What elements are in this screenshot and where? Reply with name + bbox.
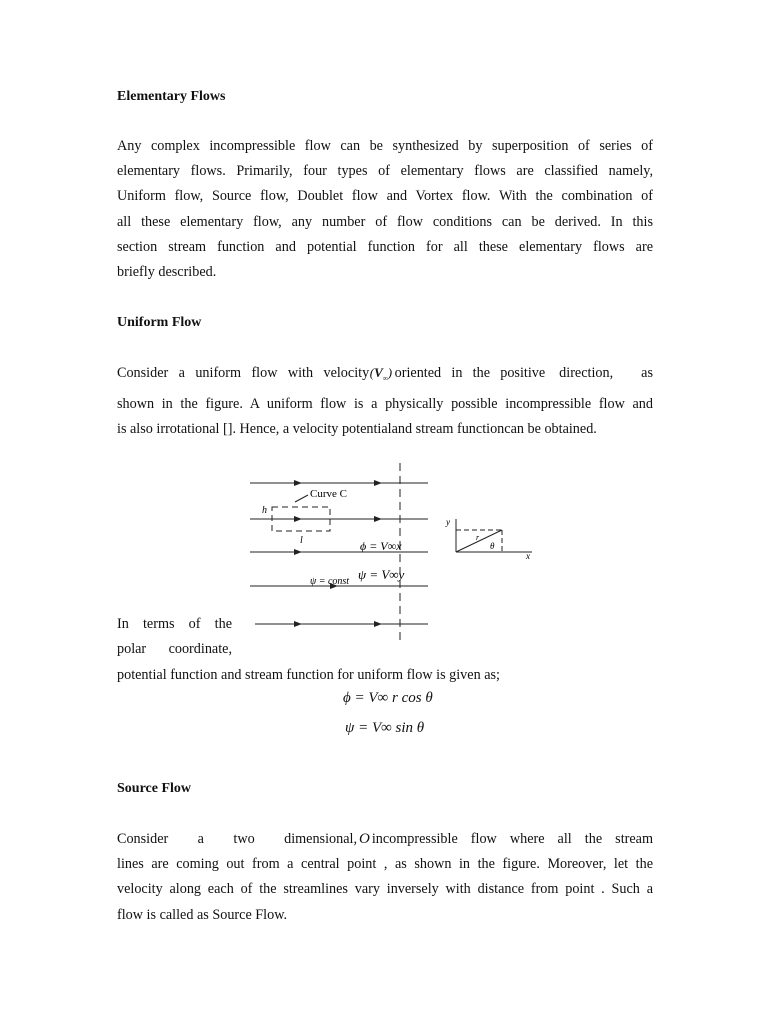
text-line: briefly described. (117, 264, 217, 281)
text-line: is also irrotational []. Hence, a velocity potentialand stream functioncan be obtained. (117, 421, 597, 437)
arrowhead (374, 480, 382, 486)
paragraph-source-flow (117, 827, 653, 928)
l-label: l (300, 535, 303, 546)
phi-label: ϕ = V∞x (360, 539, 402, 553)
text-line: velocity along each of the streamlines vary inversely with distance from point . Such a (117, 881, 653, 898)
word: Consider (117, 831, 169, 847)
text-line: Uniform flow, Source flow, Doublet flow and Vortex flow. With the combination of (117, 188, 653, 205)
section-title-uniform-flow: Uniform Flow (117, 315, 202, 330)
paragraph-polar-intro (117, 612, 232, 662)
curve-c-pointer (295, 495, 308, 502)
h-label: h (262, 505, 267, 516)
paragraph-elementary-flows (117, 134, 653, 285)
text-line: Any complex incompressible flow can be synthesized by superposition of series of (117, 138, 653, 154)
section-title-source-flow: Source Flow (117, 781, 192, 796)
text-fragment: direction, as (559, 365, 653, 381)
equation-potential (343, 690, 433, 707)
equation-text: ϕ = V∞ r cos θ (343, 690, 433, 706)
word: dimensional, (284, 831, 357, 847)
text-line: polar coordinate, (117, 641, 232, 658)
x-axis-label: x (526, 551, 530, 561)
arrowhead (294, 621, 302, 627)
psi-const-label: ψ = const (310, 576, 350, 587)
origin-symbol: O (359, 831, 370, 847)
text-line: shown in the figure. A uniform flow is a physically possible incompressible flow and (117, 395, 653, 412)
text-line: potential function and stream function for uniform flow is given as; (117, 667, 500, 683)
text-line: elementary flows. Primarily, four types of elementary flows are classified namely, (117, 163, 653, 180)
text-line: lines are coming out from a central point , as shown in the figure. Moreover, let the (117, 856, 653, 873)
arrowhead (294, 480, 302, 486)
theta-label: θ (490, 541, 495, 551)
paragraph-uniform-flow (117, 360, 653, 442)
text-fragment (117, 827, 357, 852)
text-line: flow is called as Source Flow. (117, 906, 288, 923)
r-label: r (476, 533, 480, 542)
text-line: In terms of the (117, 616, 232, 632)
text-fragment: incompressible flow where all the stream (371, 831, 653, 847)
arrowhead (294, 549, 302, 555)
text-fragment: Consider a uniform flow with velocity (117, 365, 370, 381)
arrowhead (294, 516, 302, 522)
inline-velocity-symbol: $(V_\infty)$ (369, 365, 393, 383)
curve-c-label: Curve C (310, 488, 347, 500)
equation-text: ψ = V∞ sin θ (345, 720, 425, 736)
text-line: all these elementary flow, any number of flow conditions can be derived. In this (117, 213, 653, 230)
word: two (233, 831, 255, 847)
text-line (117, 827, 653, 852)
text-line (117, 360, 653, 392)
section-title-elementary-flows: Elementary Flows (117, 89, 226, 104)
arrowhead (374, 621, 382, 627)
y-axis-label: y (446, 517, 450, 527)
text-line: section stream function and potential function for all these elementary flows are (117, 238, 653, 255)
word: a (197, 831, 204, 847)
arrowhead (374, 516, 382, 522)
uniform-flow-figure (240, 455, 550, 650)
psi-label: ψ = V∞y (358, 567, 405, 582)
text-fragment: oriented in the positive (394, 365, 546, 381)
paragraph-polar-continued (117, 663, 653, 688)
equation-stream (345, 720, 424, 737)
